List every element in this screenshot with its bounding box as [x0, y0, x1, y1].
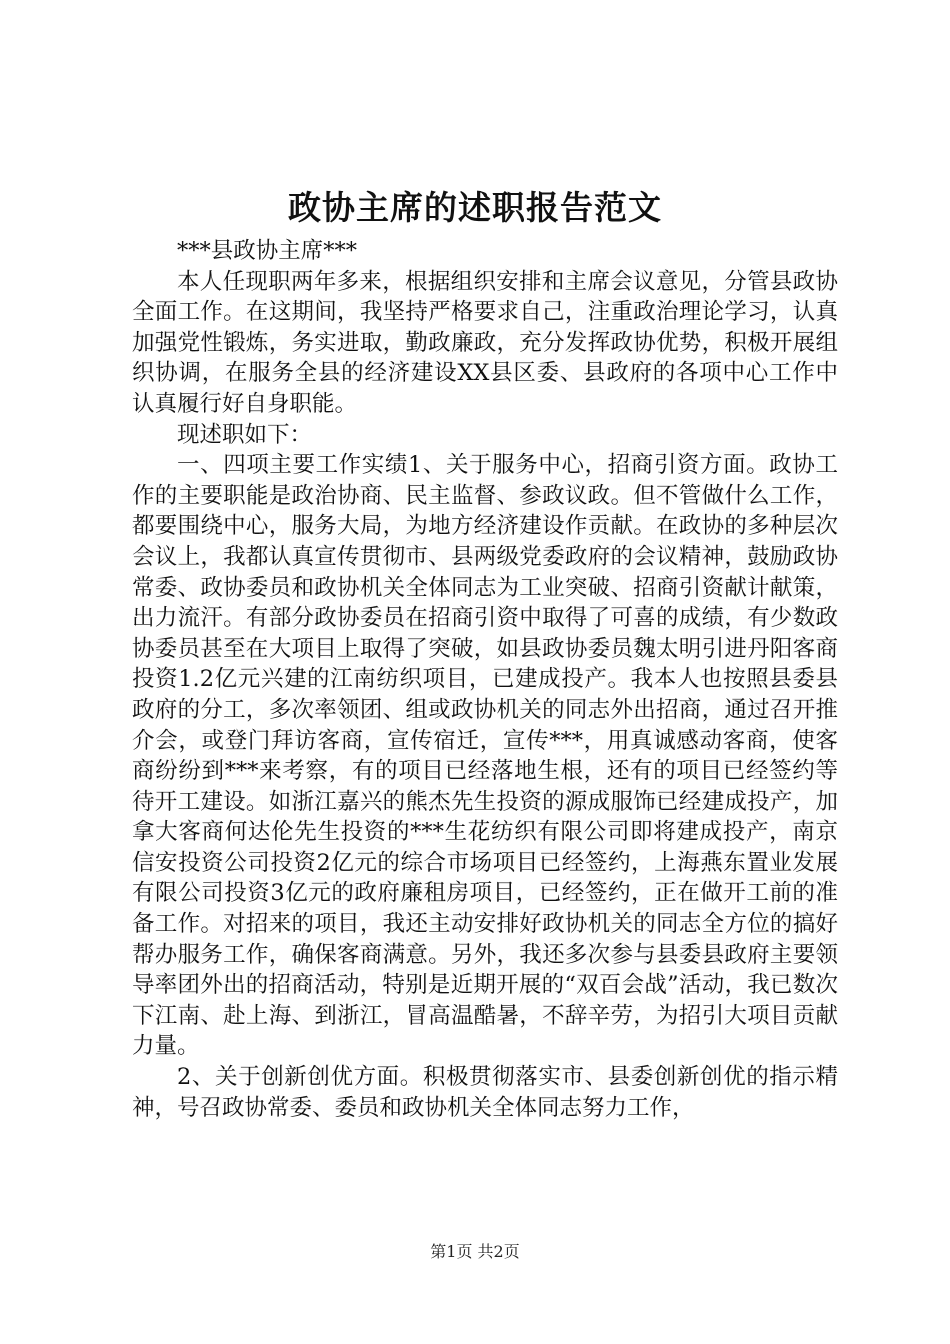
author-line: ***县政协主席*** — [177, 238, 358, 264]
document-title: 政协主席的述职报告范文 — [288, 188, 662, 227]
document-body — [132, 236, 838, 1123]
page-footer: 第1页 共2页 — [430, 1242, 520, 1261]
paragraph-intro: 本人任现职两年多来，根据组织安排和主席会议意见，分管县政协全面工作。在这期间，我坚持严格要求自己，注重政治理论学习，认真加强党性锻炼，务实进取，勤政廉政，充分发挥政协优势，积极开展组织协调，在服务全县的经济建设XX县区委、县政府的各项中心工作中认真履行好自身职能。 — [132, 268, 838, 417]
paragraph-section-one: 一、四项主要工作实绩1、关于服务中心，招商引资方面。政协工作的主要职能是政治协商、民主监督、参政议政。但不管做什么工作，都要围绕中心，服务大局，为地方经济建设作贡献。在政协的多种层次会议上，我都认真宣传贯彻市、县两级党委政府的会议精神，鼓励政协常委、政协委员和政协机关全体同志为工业突破、招商引资献计献策，出力流汗。有部分政协委员在招商引资中取得了可喜的成绩，有少数政协委员甚至在大项目上取得了突破，如县政协委员魏太明引进丹阳客商投资1.2亿元兴建的江南纺织项目，已建成投产。我本人也按照县委县政府的分工，多次率领团、组或政协机关的同志外出招商，通过召开推介会，或登门拜访客商，宣传宿迁，宣传***，用真诚感动客商，使客商纷纷到***来考察，有的项目已经落地生根，还有的项目已经签约等待开工建设。如浙江嘉兴的熊杰先生投资的源成服饰已经建成投产，加拿大客商何达伦先生投资的***生花纺织有限公司即将建成投产，南京信安投资公司投资2亿元的综合市场项目已经签约，上海燕东置业发展有限公司投资3亿元的政府廉租房项目，已经签约，正在做开工前的准备工作。对招来的项目，我还主动安排好政协机关的同志全方位的搞好帮办服务工作，确保客商满意。另外，我还多次参与县委县政府主要领导率团外出的招商活动，特别是近期开展的“双百会战”活动，我已数次下江南、赴上海、到浙江，冒高温酷暑，不辞辛劳，为招引大项目贡献力量。 — [132, 452, 838, 1060]
paragraph-report-lead: 现述职如下： — [177, 421, 313, 448]
paragraph-section-two: 2、关于创新创优方面。积极贯彻落实市、县委创新创优的指示精神，号召政协常委、委员和政协机关全体同志努力工作， — [132, 1064, 838, 1121]
